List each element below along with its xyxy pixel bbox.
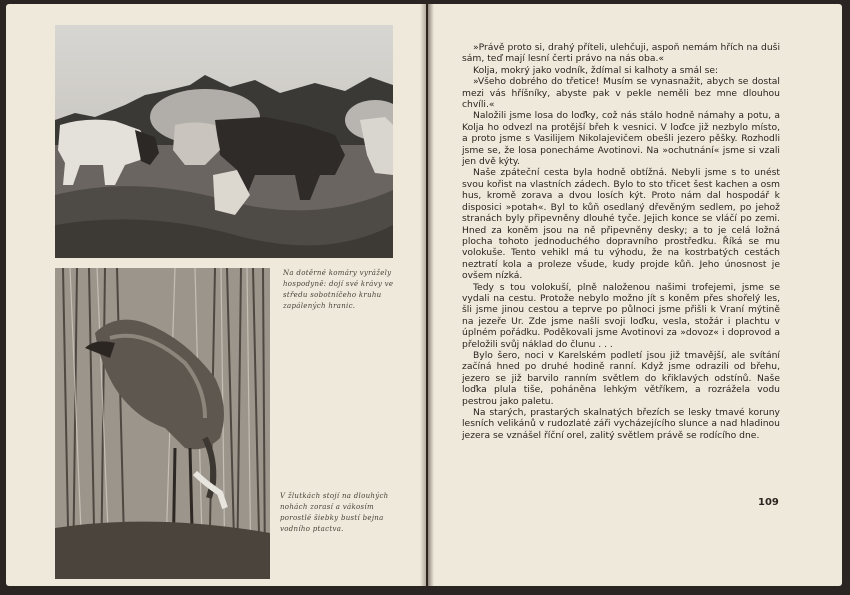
- paragraph: Naše zpáteční cesta byla hodně obtížná. Nebyli jsme s to unést svou kořist na vlastních zádech. Bylo to sto třicet šest kachen a osm hus, kromě zorava a dvou losích kýt. Proto nám dal hospodář k disposici »potah«. Byl to kůň osedlaný dřevěným sedlem, po jehož stranách byly připevněny dlouhé tyče. Jejich konce se vláčí po zemi. Hned za koněm jsou na ně připevněny desky; a to je celá ložná plocha tohoto jednoduchého dopravního prostředku. Říká se mu volokuše. Tento vehikl má tu výhodu, že na kostrbatých cestách neztratí kola a proleze všude, kudy projde kůň. Jeho únosnost je ovšem nízká.: [462, 167, 780, 282]
- page-number: 109: [758, 497, 779, 508]
- paragraph: »Všeho dobrého do třetice! Musím se vynasnažit, abych se dostal mezi vás hříšníky, abyste pak v pekle neměli bez mne dlouhou chvíli.«: [462, 76, 780, 111]
- crane-photo-image: [55, 268, 270, 579]
- paragraph: »Právě proto si, drahý příteli, ulehčuji, aspoň nemám hřích na duši sám, teď mají lesní čerti právo na nás oba.«: [462, 42, 780, 65]
- paragraph: Naložili jsme losa do loďky, což nás stálo hodně námahy a potu, a Kolja ho odvezl na protější břeh k vesnici. V loďce již nezbylo místo, a proto jsme s Vasilijem Nikolajevičem obešli jezero pěšky. Rozhodli jsme se, že losa ponecháme Avotinovi. Na »ochutnání« jsme si vzali jen dvě kýty.: [462, 110, 780, 168]
- cows-photo: [55, 25, 393, 258]
- paragraph: Bylo šero, noci v Karelském podletí jsou již tmavější, ale svítání začíná hned po druhé hodině ranní. Když jsme odrazili od břehu, jezero se již barvilo ranním světlem do křiklavých odstínů. Naše loďka plula tiše, poháněna lehkým větříkem, a rozrážela vodu pestrou jako paletu.: [462, 349, 780, 407]
- paragraph: Kolja, mokrý jako vodník, ždímal si kalhoty a smál se:: [473, 64, 719, 76]
- paragraph: Tedy s tou volokuší, plně naloženou našimi trofejemi, jsme se vydali na cestu. Protože nebylo možno jít s koněm přes shořelý les, šli jsme jinou cestou a teprve po půlnoci jsme přišli k Vraní mýtině na jezeře Ur. Zde jsme našli svoji loďku, vesla, stožár i plachtu v úplném pořádku. Poděkovali jsme Avotinovi za »dovoz« i doprovod a přeložili svůj náklad do člunu . . .: [462, 281, 780, 350]
- book-spine: [420, 4, 434, 586]
- cows-photo-image: [55, 25, 393, 258]
- caption-crane: V žlutkách stojí na dlouhých nohách zorasí a vákosím porostlé šiebky bustí bejna vodního ptactva.: [280, 492, 389, 533]
- body-text: [462, 42, 780, 441]
- caption-cows: Na dotěrné komáry vyrážely hospodyně: dojí své krávy ve středu sobotníčeho kruhu zapálených hranic.: [283, 269, 394, 310]
- crane-photo: [55, 268, 270, 579]
- paragraph: Na starých, prastarých skalnatých březích se lesky tmavé koruny lesních velikánů v rudozlaté záři vycházejícího slunce a nad hladinou jezera se vznášel říční orel, zalitý světlem právě se rodícího dne.: [462, 407, 780, 441]
